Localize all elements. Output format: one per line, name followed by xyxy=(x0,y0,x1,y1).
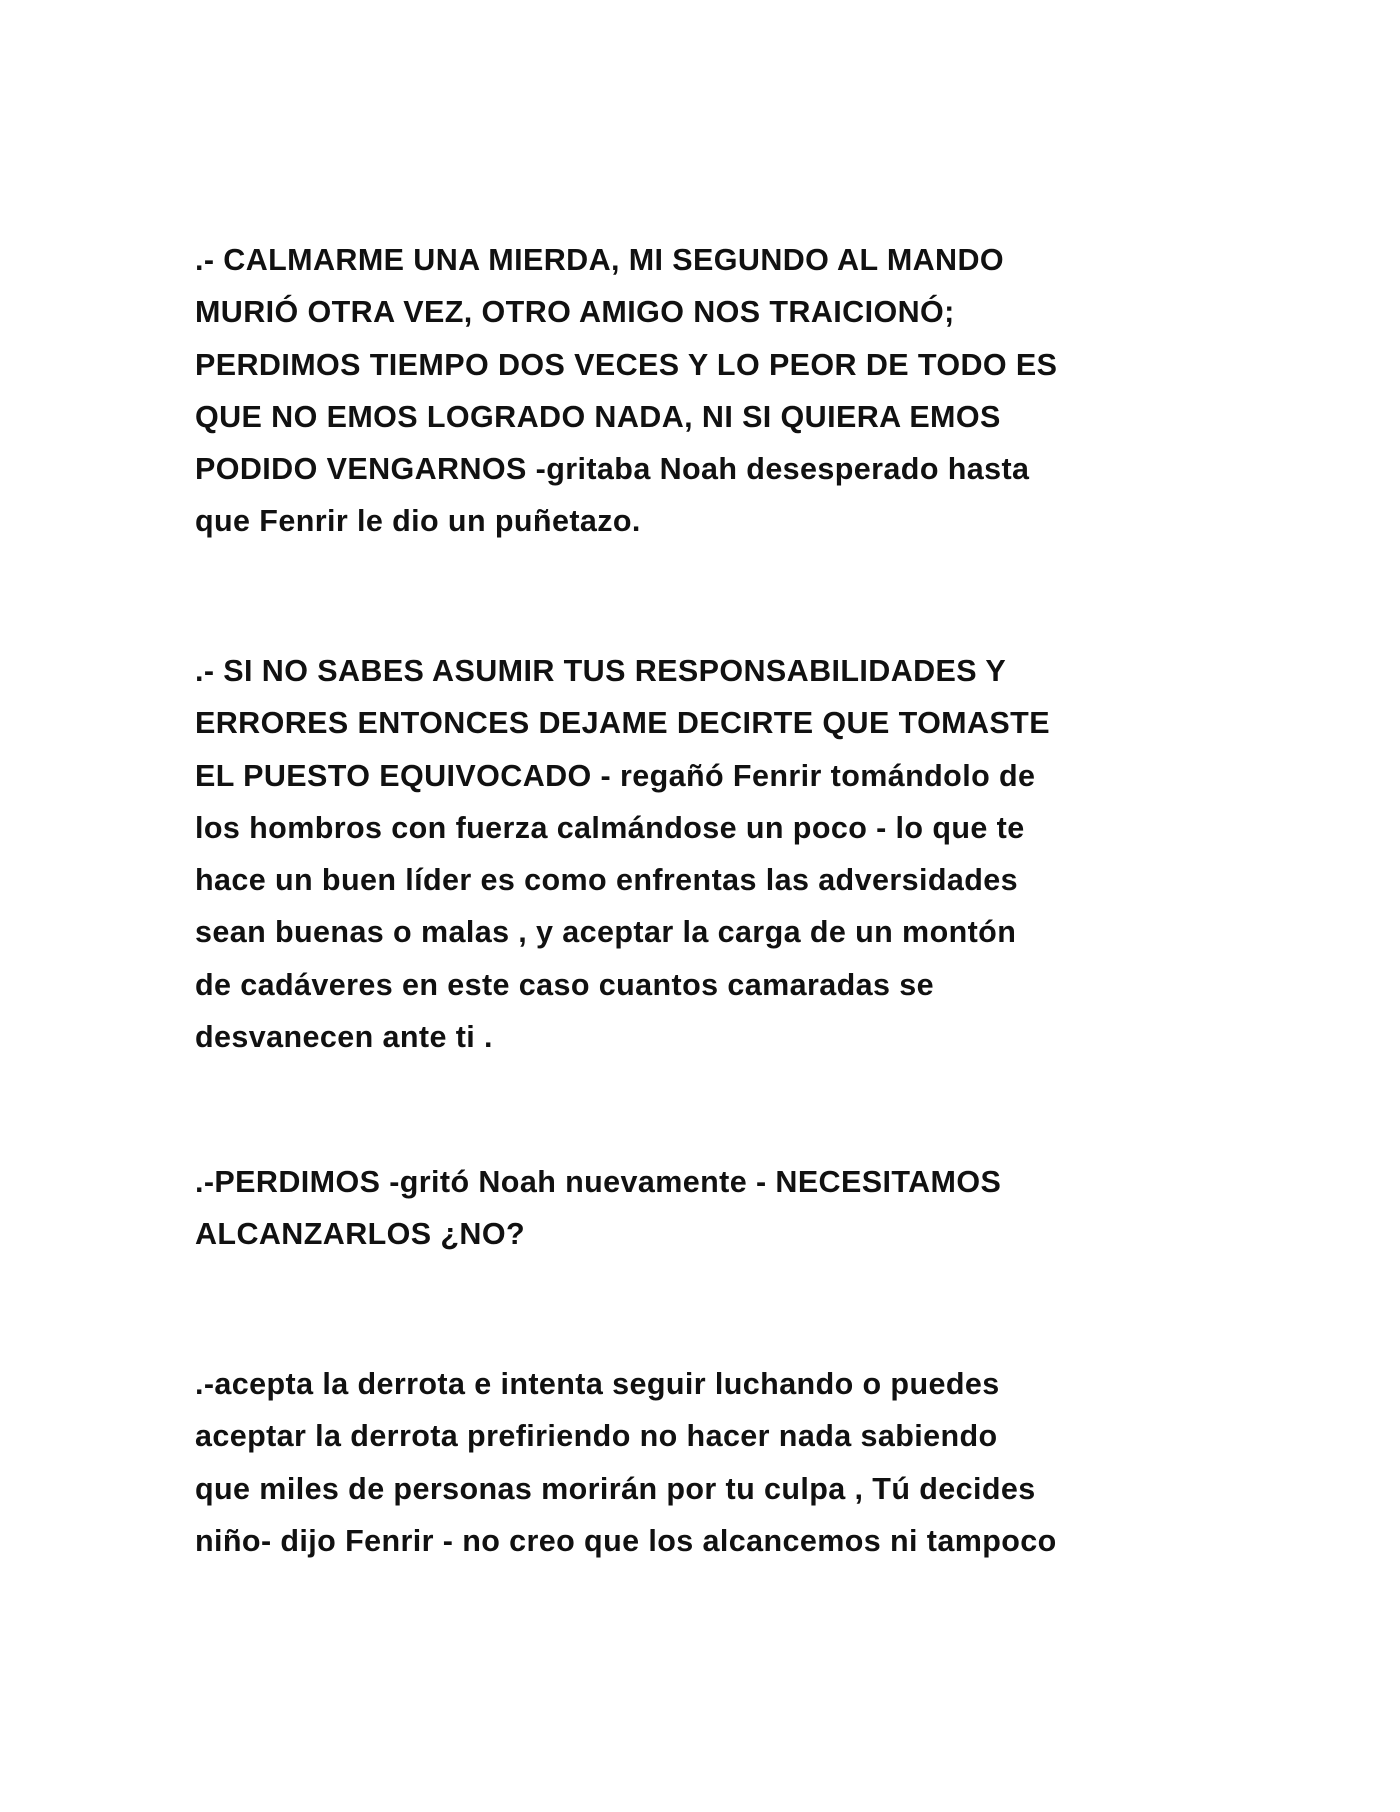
text-line: .-PERDIMOS -gritó Noah nuevamente - NECESITAMOS xyxy=(195,1165,1002,1199)
text-line: EL PUESTO EQUIVOCADO - regañó Fenrir tomándolo de xyxy=(195,758,1036,793)
text-line: hace un buen líder es como enfrentas las adversidades xyxy=(195,863,1018,898)
text-line: .- SI NO SABES ASUMIR TUS RESPONSABILIDADES Y xyxy=(195,654,1007,688)
text-line: MURIÓ OTRA VEZ, OTRO AMIGO NOS TRAICIONÓ; xyxy=(195,295,955,330)
text-line: .- CALMARME UNA MIERDA, MI SEGUNDO AL MANDO xyxy=(195,243,1005,277)
text-line: niño- dijo Fenrir - no creo que los alcancemos ni tampoco xyxy=(195,1523,1057,1558)
text-line: de cadáveres en este caso cuantos camaradas se xyxy=(195,967,934,1002)
paragraph-1 xyxy=(195,234,1235,548)
text-line: .-acepta la derrota e intenta seguir luchando o puedes xyxy=(195,1367,1000,1401)
text-line: que miles de personas morirán por tu culpa , Tú decides xyxy=(195,1471,1036,1506)
text-line: PERDIMOS TIEMPO DOS VECES Y LO PEOR DE TODO ES xyxy=(195,347,1058,382)
text-line: ERRORES ENTONCES DEJAME DECIRTE QUE TOMASTE xyxy=(195,706,1050,741)
text-line: los hombros con fuerza calmándose un poco - lo que te xyxy=(195,810,1025,845)
paragraph-3 xyxy=(195,1156,1235,1261)
text-line: QUE NO EMOS LOGRADO NADA, NI SI QUIERA EMOS xyxy=(195,399,1001,434)
text-line: aceptar la derrota prefiriendo no hacer nada sabiendo xyxy=(195,1419,998,1454)
text-line: sean buenas o malas , y aceptar la carga de un montón xyxy=(195,915,1017,950)
text-line: desvanecen ante ti . xyxy=(195,1020,493,1055)
paragraph-2 xyxy=(195,645,1235,1063)
text-line: ALCANZARLOS ¿NO? xyxy=(195,1217,526,1252)
text-line: PODIDO VENGARNOS -gritaba Noah desesperado hasta xyxy=(195,452,1030,487)
text-line: que Fenrir le dio un puñetazo. xyxy=(195,504,641,539)
paragraph-4 xyxy=(195,1358,1235,1567)
